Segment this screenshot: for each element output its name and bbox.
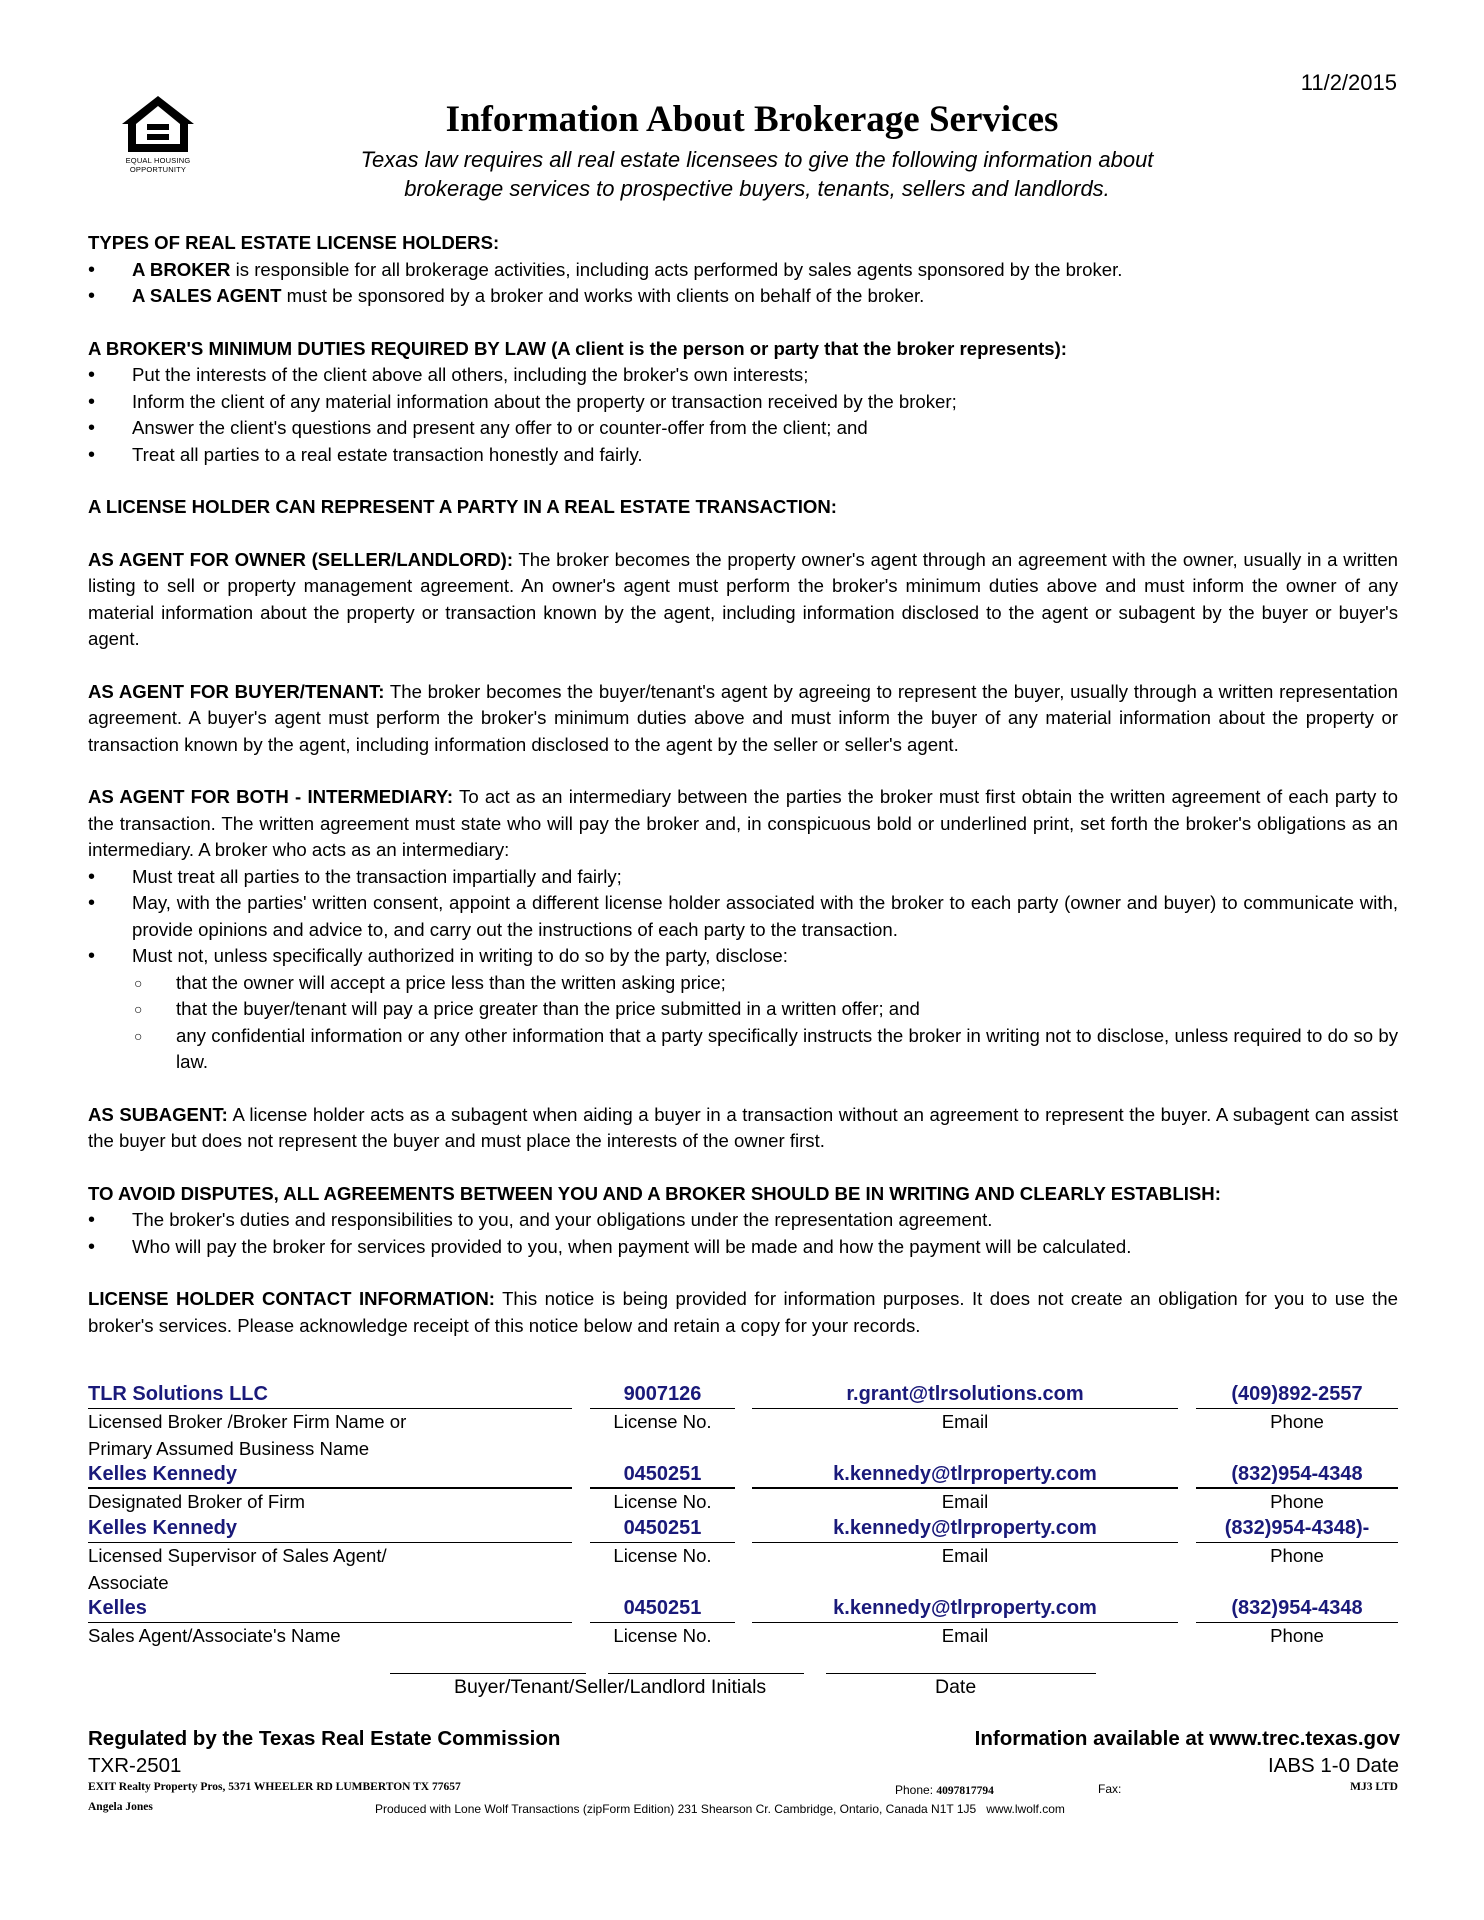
office-phone [895,1781,994,1799]
subitem-text: that the buyer/tenant will pay a price greater than the price submitted in a written offer; and [176,998,920,1019]
broker-firm-email-field[interactable]: r.grant@tlrsolutions.com [846,1383,1084,1405]
sales-agent-phone-field[interactable]: (832)954-4348 [1231,1597,1363,1619]
email-label: Email [941,1491,989,1512]
contact-info-term: LICENSE HOLDER CONTACT INFORMATION: [88,1288,495,1309]
designated-broker-name-field[interactable]: Kelles Kennedy [88,1463,237,1485]
types-heading: TYPES OF REAL ESTATE LICENSE HOLDERS: [88,232,500,253]
owner-agent-paragraph [88,547,1398,653]
disputes-list [88,1207,1398,1260]
subtitle-line-1: Texas law requires all real estate licensees to give the following information about [360,147,1154,172]
date-field[interactable] [826,1673,1096,1674]
term-broker: A BROKER [132,258,231,280]
bullet-icon: • [88,417,96,439]
initials-label: Buyer/Tenant/Seller/Landlord Initials [454,1676,767,1698]
form-code: TXR-2501 [88,1754,182,1777]
list-item [88,1234,1398,1261]
list-item [88,864,1398,891]
list-item [88,890,1398,943]
sales-agent-name-field[interactable]: Kelles [88,1597,147,1619]
broker-firm-phone-field[interactable]: (409)892-2557 [1231,1383,1363,1405]
supervisor-label [88,1543,387,1596]
license-label: License No. [613,1625,712,1646]
date-label: Date [935,1676,977,1698]
list-item [88,362,1398,389]
document-name: MJ3 LTD [1350,1781,1398,1793]
duty-text: Answer the client's questions and present any offer to or counter-offer from the client; and [132,417,868,438]
bullet-icon: • [88,1209,96,1231]
duties-heading: A BROKER'S MINIMUM DUTIES REQUIRED BY LAW (A client is the person or party that the broker represents): [88,337,1067,359]
broker-firm-name-label [88,1409,406,1462]
list-item [88,943,1398,970]
contact-info-paragraph [88,1286,1398,1339]
owner-agent-text: The broker becomes the property owner's agent through an agreement with the owner, usually in a written listing to sell or property management agreement. An owner's agent must perform the broker's minimum duties above and must inform the owner of any material information about the property or transaction known by the agent, including information disclosed to the agent or subagent by the buyer or buyer's agent. [88,548,1398,649]
license-label: License No. [613,1491,712,1512]
contact-row-broker-firm [88,1381,1398,1409]
supervisor-phone-field[interactable]: (832)954-4348)- [1224,1517,1370,1539]
trec-info-link[interactable]: Information available at www.trec.texas.gov [974,1727,1400,1750]
bullet-icon: • [88,443,96,466]
contact-row-designated-broker [88,1461,1398,1489]
intermediary-text: To act as an intermediary between the parties the broker must first obtain the written agreement of each party to the transaction. The written agreement must state who will pay the broker and, in conspicuous bold or underlined print, set forth the broker's obligations as an intermediary. A broker who acts as an intermediary: [88,786,1398,860]
term-sales-agent: A SALES AGENT [132,285,282,306]
contact-info-text: This notice is being provided for information purposes. It does not create an obligation for you to use the broker's services. Please acknowledge receipt of this notice below and retain a copy for your records. [88,1288,1398,1336]
buyer-agent-text: The broker becomes the buyer/tenant's agent by agreeing to represent the buyer, usually through a written representation agreement. A buyer's agent must perform the broker's minimum duties above and must inform the buyer of any material information about the property or transaction known by the agent, including information disclosed to the agent by the seller or seller's agent. [88,680,1398,755]
page-subtitle [0,145,1484,203]
broker-firm-name-field[interactable]: TLR Solutions LLC [88,1383,268,1405]
email-label: Email [941,1411,989,1432]
fax-label: Fax: [1098,1782,1122,1796]
subagent-term: AS SUBAGENT: [88,1103,228,1125]
broker-firm-license-field[interactable]: 9007126 [623,1383,702,1405]
contact-row-supervisor [88,1515,1398,1543]
supervisor-email-field[interactable]: k.kennedy@tlrproperty.com [833,1517,1097,1539]
phone-label: Phone [1270,1491,1324,1512]
license-label: License No. [613,1411,712,1432]
phone-label: Phone [1270,1545,1324,1566]
bullet-icon: • [88,285,96,307]
bullet-icon: • [88,364,96,386]
subtitle-line-2: brokerage services to prospective buyers, tenants, sellers and landlords. [404,176,1110,201]
bullet-icon: • [88,390,96,413]
designated-broker-phone-field[interactable]: (832)954-4348 [1231,1463,1363,1485]
intermediary-item-text: Must treat all parties to the transaction impartially and fairly; [132,865,622,887]
subagent-paragraph [88,1102,1398,1155]
list-item [88,442,1398,469]
dispute-item-text: The broker's duties and responsibilities to you, and your obligations under the representation agreement. [132,1209,993,1230]
term-broker-desc: is responsible for all brokerage activities, including acts performed by sales agents sponsored by the broker. [230,258,1123,280]
intermediary-item-text: Must not, unless specifically authorized in writing to do so by the party, disclose: [132,945,788,966]
duty-text: Put the interests of the client above all others, including the broker's own interests; [132,364,809,385]
designated-broker-email-field[interactable]: k.kennedy@tlrproperty.com [833,1463,1097,1485]
subagent-text: A license holder acts as a subagent when aiding a buyer in a transaction without an agreement to represent the buyer. A subagent can assist the buyer but does not represent the buyer and must place the interests of the owner first. [88,1103,1398,1151]
list-item [88,1207,1398,1234]
logo-text-line2: OPPORTUNITY [129,165,187,174]
phone-label: Phone [1270,1411,1324,1432]
page-title: Information About Brokerage Services [445,99,1059,140]
logo-text-line1: EQUAL HOUSING [125,156,191,165]
bullet-icon: • [88,1235,96,1258]
supervisor-name-field[interactable]: Kelles Kennedy [88,1517,237,1539]
sales-agent-email-field[interactable]: k.kennedy@tlrproperty.com [833,1597,1097,1619]
duty-text: Inform the client of any material information about the property or transaction received by the broker; [132,390,957,412]
intermediary-item-text: May, with the parties' written consent, appoint a different license holder associated with the broker to each party (owner and buyer) to communicate with, provide opinions and advice to, and carry out the instructions of each party to the transaction. [132,892,1398,940]
supervisor-license-field[interactable]: 0450251 [623,1517,702,1539]
designated-broker-label: Designated Broker of Firm [88,1491,306,1512]
subitem-text: any confidential information or any other information that a party specifically instructs the broker in writing not to disclose, unless required to do so by law. [176,1024,1398,1072]
form-version: IABS 1-0 Date [1267,1754,1399,1777]
circle-bullet-icon: ○ [134,1027,143,1044]
bullet-icon: • [88,258,96,281]
initials-field-2[interactable] [608,1673,804,1674]
bullet-icon: • [88,892,96,914]
intermediary-term: AS AGENT FOR BOTH - INTERMEDIARY: [88,786,454,807]
office-info: EXIT Realty Property Pros, 5371 WHEELER RD LUMBERTON TX 77657 [88,1781,461,1793]
phone-label: Phone [1270,1625,1324,1646]
buyer-agent-paragraph [88,679,1398,759]
agent-name: Angela Jones [88,1801,153,1813]
bullet-icon: • [88,865,96,888]
disputes-heading: TO AVOID DISPUTES, ALL AGREEMENTS BETWEEN YOU AND A BROKER SHOULD BE IN WRITING AND CLEARLY ESTABLISH: [88,1182,1221,1204]
circle-bullet-icon: ○ [134,974,143,991]
term-sales-agent-desc: must be sponsored by a broker and works with clients on behalf of the broker. [281,285,925,306]
list-item [88,389,1398,416]
email-label: Email [941,1625,989,1646]
phone-label: Phone: [895,1783,937,1797]
circle-bullet-icon: ○ [134,1001,143,1017]
license-label: License No. [613,1545,712,1566]
list-item [88,283,1398,310]
sales-agent-label: Sales Agent/Associate's Name [88,1625,341,1646]
duties-list [88,362,1398,468]
list-item [88,415,1398,442]
sales-agent-license-field[interactable]: 0450251 [623,1597,702,1619]
contact-row-sales-agent [88,1595,1398,1623]
document-body [88,230,1398,1339]
designated-broker-license-field[interactable]: 0450251 [623,1463,702,1485]
subitem-text: that the owner will accept a price less than the written asking price; [176,971,726,993]
intermediary-list [88,864,1398,970]
label-line-2: Primary Assumed Business Name [88,1437,370,1459]
intermediary-sublist [88,970,1398,1076]
owner-agent-term: AS AGENT FOR OWNER (SELLER/LANDLORD): [88,548,514,570]
list-item [88,996,1398,1023]
intermediary-paragraph [88,784,1398,864]
label-line-1: Licensed Supervisor of Sales Agent/ [88,1545,387,1566]
duty-text: Treat all parties to a real estate transaction honestly and fairly. [132,443,643,465]
label-line-1: Licensed Broker /Broker Firm Name or [88,1411,407,1432]
document-date: 11/2/2015 [1300,70,1397,95]
dispute-item-text: Who will pay the broker for services provided to you, when payment will be made and how the payment will be calculated. [132,1235,1132,1257]
bullet-icon: • [88,945,96,967]
represent-heading: A LICENSE HOLDER CAN REPRESENT A PARTY IN A REAL ESTATE TRANSACTION: [88,496,837,517]
list-item [88,1023,1398,1076]
list-item [88,257,1398,284]
regulated-by-text: Regulated by the Texas Real Estate Commission [88,1727,561,1750]
initials-field-1[interactable] [390,1673,586,1674]
buyer-agent-term: AS AGENT FOR BUYER/TENANT: [88,680,385,702]
types-list [88,257,1398,310]
email-label: Email [941,1545,989,1566]
list-item [88,970,1398,997]
produced-by-text: Produced with Lone Wolf Transactions (zipForm Edition) 231 Shearson Cr. Cambridge, Ontario, Canada N1T 1J5 www.lwolf.com [375,1802,1065,1816]
phone-value: 4097817794 [936,1785,994,1797]
label-line-2: Associate [88,1571,169,1593]
